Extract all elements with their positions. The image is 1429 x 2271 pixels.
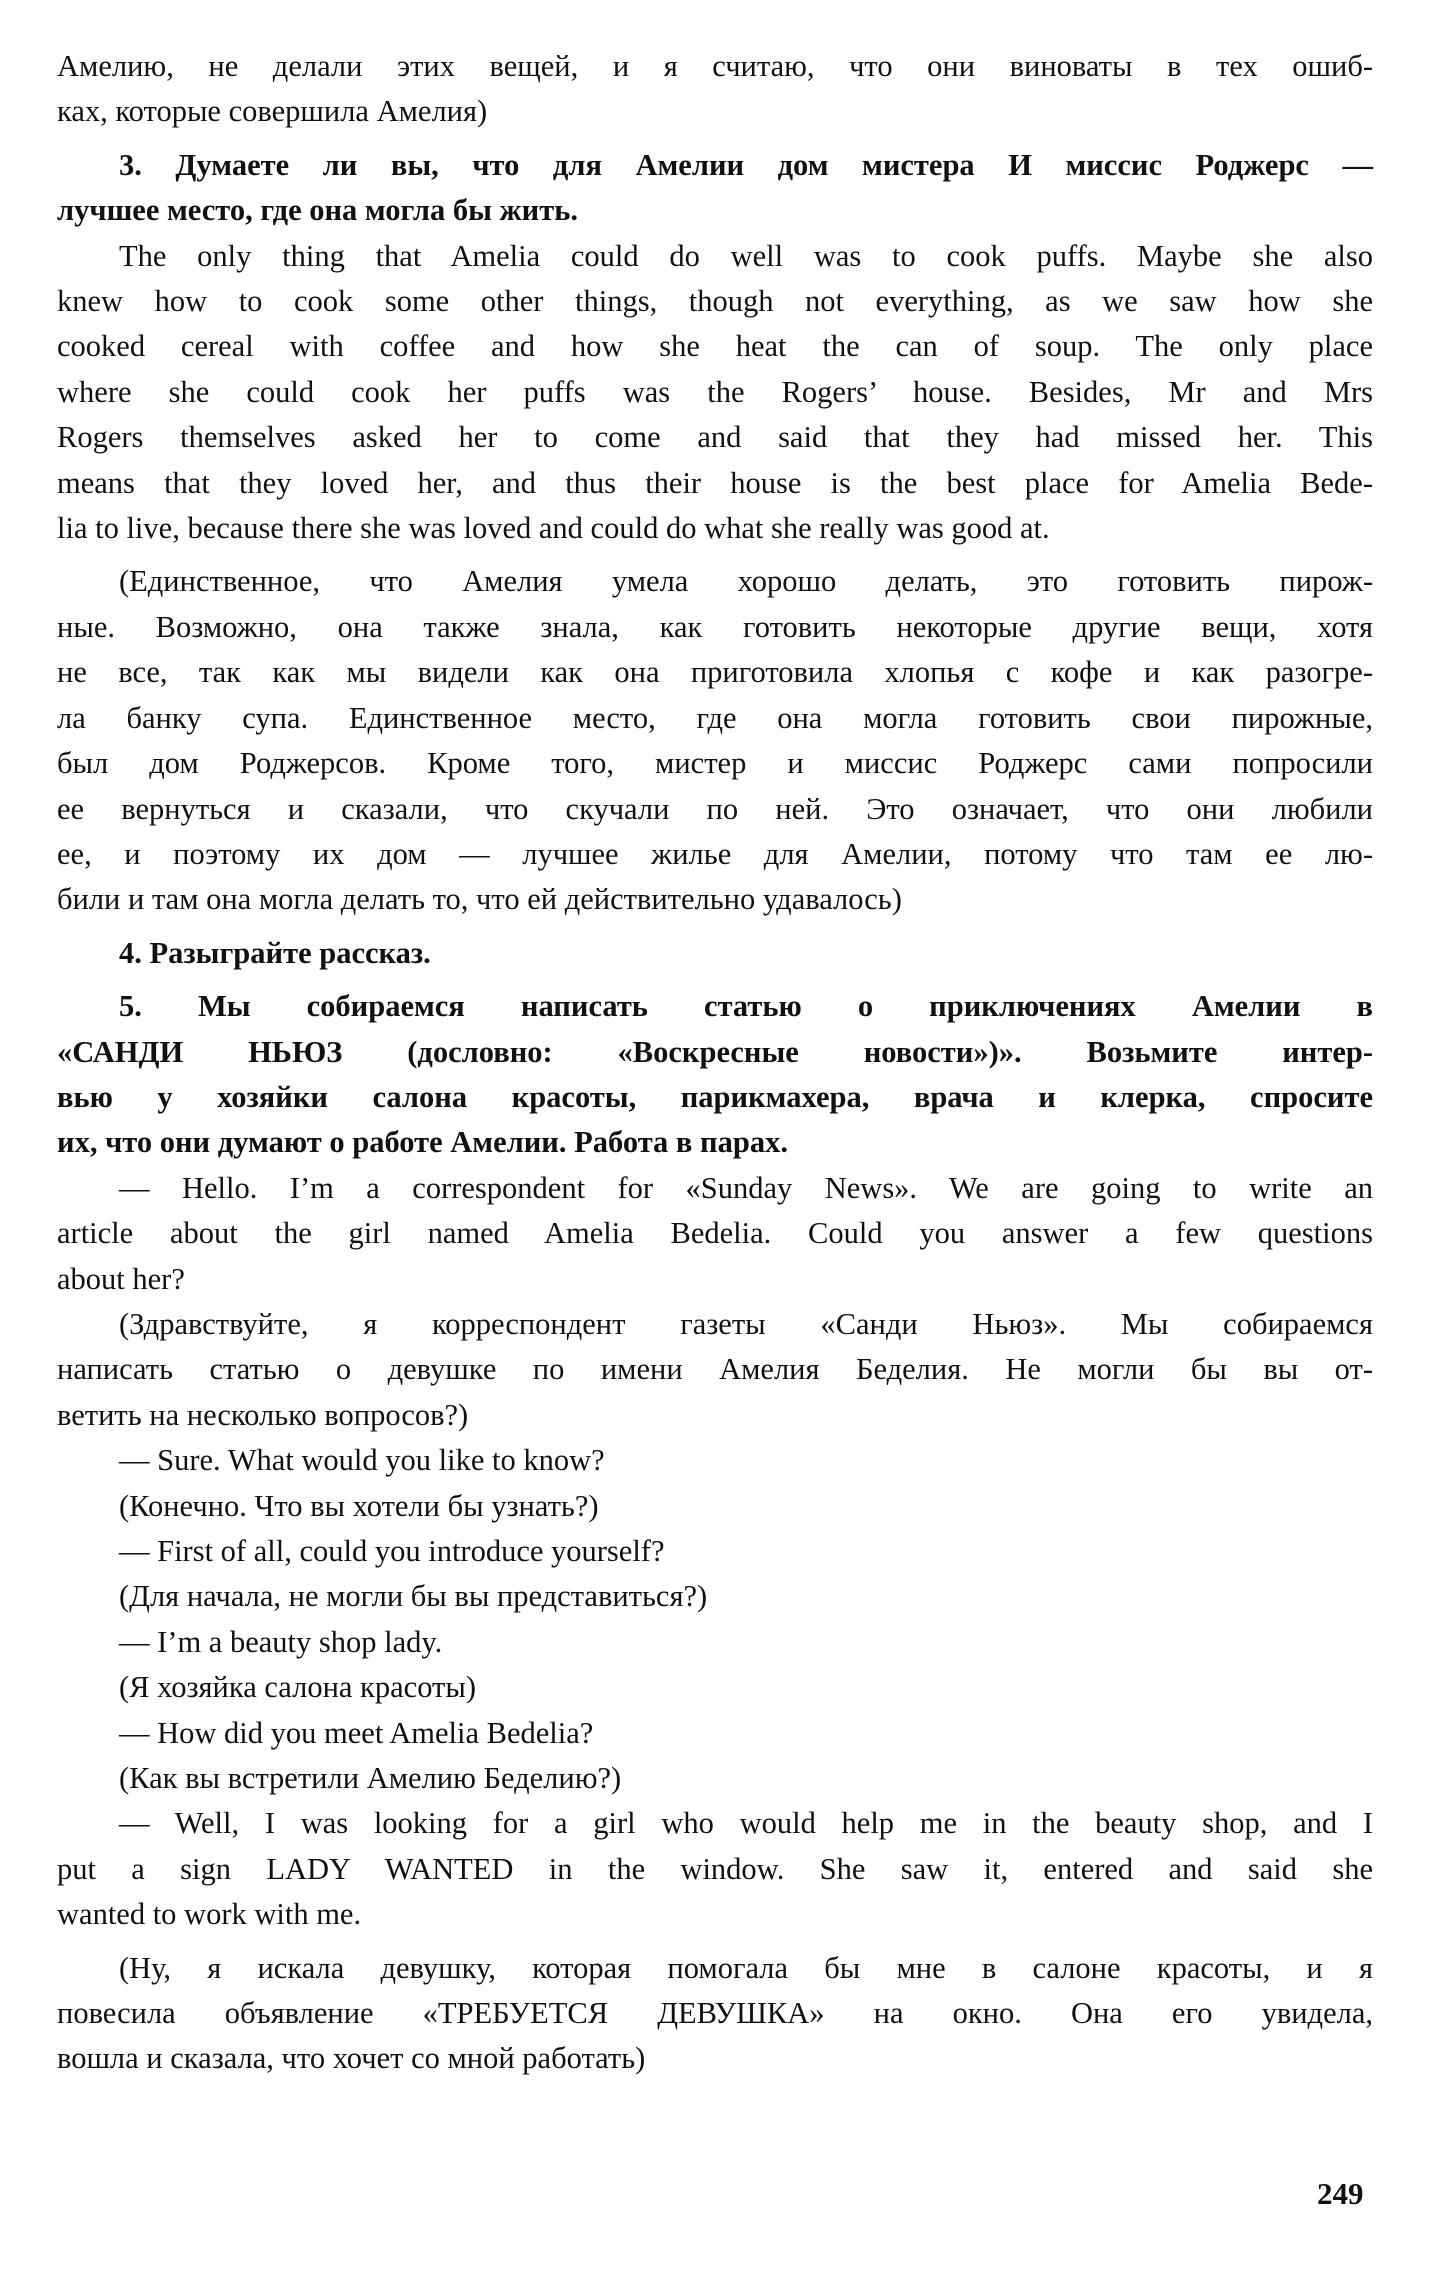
text-line: (Я хозяйка салона красоты) xyxy=(119,1670,477,1705)
text-line: cooked cereal with coffee and how she heat the can of soup. The only place xyxy=(57,329,1373,364)
document-page xyxy=(57,44,1373,2082)
exercise-heading-4 xyxy=(57,931,1373,976)
text-line: ее вернуться и сказали, что скучали по ней. Это означает, что они любили xyxy=(57,791,1373,826)
dialog-line-russian xyxy=(57,1665,1373,1710)
text-line: — Well, I was looking for a girl who would help me in the beauty shop, and I xyxy=(119,1806,1373,1841)
text-line: вью у хозяйки салона красоты, парикмахера, врача и клерка, спросите xyxy=(57,1079,1373,1114)
text-line: put a sign LADY WANTED in the window. She saw it, entered and said she xyxy=(57,1851,1373,1886)
text-line: — First of all, could you introduce yourself? xyxy=(119,1534,665,1568)
text-line: (Конечно. Что вы хотели бы узнать?) xyxy=(119,1488,599,1523)
paragraph-answer-3-english xyxy=(57,234,1373,552)
text-line: about her? xyxy=(57,1261,185,1296)
text-line: их, что они думают о работе Амелии. Работа в парах. xyxy=(57,1125,788,1160)
paragraph-continuation xyxy=(57,44,1373,135)
text-line: 4. Разыграйте рассказ. xyxy=(119,935,431,970)
text-line: Амелию, не делали этих вещей, и я считаю, что они виноваты в тех ошиб- xyxy=(57,49,1373,83)
exercise-heading-5 xyxy=(57,984,1373,1166)
text-line: лучшее место, где она могла бы жить. xyxy=(57,193,578,228)
text-line: ла банку супа. Единственное место, где она могла готовить свои пирожные, xyxy=(57,700,1373,735)
dialog-line-russian xyxy=(57,1946,1373,2082)
dialog-line-russian xyxy=(57,1302,1373,1438)
text-line: lia to live, because there she was loved and could do what she really was good at. xyxy=(57,511,1050,546)
text-line: knew how to cook some other things, though not everything, as we saw how she xyxy=(57,284,1373,319)
text-line: Rogers themselves asked her to come and said that they had missed her. This xyxy=(57,420,1373,455)
dialog-line-english xyxy=(57,1529,1373,1574)
text-line: вошла и сказала, что хочет со мной работать) xyxy=(57,2041,646,2076)
text-line: (Здравствуйте, я корреспондент газеты «Санди Ньюз». Мы собираемся xyxy=(119,1306,1373,1341)
text-line: «САНДИ НЬЮЗ (дословно: «Воскресные новости»)». Возьмите интер- xyxy=(57,1034,1373,1069)
text-line: where she could cook her puffs was the Rogers’ house. Besides, Mr and Mrs xyxy=(57,374,1373,409)
dialog-line-russian xyxy=(57,1484,1373,1529)
text-line: написать статью о девушке по имени Амелия Беделия. Не могли бы вы от- xyxy=(57,1352,1373,1387)
dialog-line-english xyxy=(57,1166,1373,1302)
text-line: (Единственное, что Амелия умела хорошо делать, это готовить пирож- xyxy=(119,564,1373,599)
text-line: ее, и поэтому их дом — лучшее жилье для Амелии, потому что там ее лю- xyxy=(57,836,1373,871)
paragraph-answer-3-russian xyxy=(57,559,1373,922)
text-line: не все, так как мы видели как она приготовила хлопья с кофе и как разогре- xyxy=(57,655,1373,690)
dialog-line-english xyxy=(57,1711,1373,1756)
text-line: повесила объявление «ТРЕБУЕТСЯ ДЕВУШКА» на окно. Она его увидела, xyxy=(57,1996,1373,2031)
text-line: — How did you meet Amelia Bedelia? xyxy=(119,1715,594,1750)
dialog-line-english xyxy=(57,1438,1373,1483)
text-line: The only thing that Amelia could do well was to cook puffs. Maybe she also xyxy=(119,238,1373,273)
text-line: били и там она могла делать то, что ей действительно удавалось) xyxy=(57,882,902,917)
text-line: wanted to work with me. xyxy=(57,1897,362,1932)
exercise-heading-3 xyxy=(57,143,1373,234)
text-line: 5. Мы собираемся написать статью о приключениях Амелии в xyxy=(119,989,1373,1024)
text-line: — Sure. What would you like to know? xyxy=(119,1443,605,1478)
text-line: (Как вы встретили Амелию Беделию?) xyxy=(119,1761,622,1796)
text-line: (Ну, я искала девушку, которая помогала бы мне в салоне красоты, и я xyxy=(119,1950,1373,1985)
dialog-line-english xyxy=(57,1801,1373,1937)
text-line: 3. Думаете ли вы, что для Амелии дом мистера И миссис Роджерс — xyxy=(119,147,1373,182)
text-line: ные. Возможно, она также знала, как готовить некоторые другие вещи, хотя xyxy=(57,609,1373,644)
text-line: article about the girl named Amelia Bedelia. Could you answer a few questions xyxy=(57,1216,1373,1251)
page-number: 249 xyxy=(1317,2176,1364,2211)
text-line: (Для начала, не могли бы вы представиться?) xyxy=(119,1579,708,1614)
text-line: means that they loved her, and thus their house is the best place for Amelia Bede- xyxy=(57,465,1373,500)
text-line: — I’m a beauty shop lady. xyxy=(119,1624,443,1659)
dialog-line-russian xyxy=(57,1756,1373,1801)
text-line: был дом Роджерсов. Кроме того, мистер и миссис Роджерс сами попросили xyxy=(57,746,1373,781)
dialog-line-russian xyxy=(57,1574,1373,1619)
text-line: ках, которые совершила Амелия) xyxy=(57,94,488,129)
dialog-line-english xyxy=(57,1620,1373,1665)
text-line: — Hello. I’m a correspondent for «Sunday News». We are going to write an xyxy=(119,1170,1373,1205)
text-line: ветить на несколько вопросов?) xyxy=(57,1397,469,1432)
